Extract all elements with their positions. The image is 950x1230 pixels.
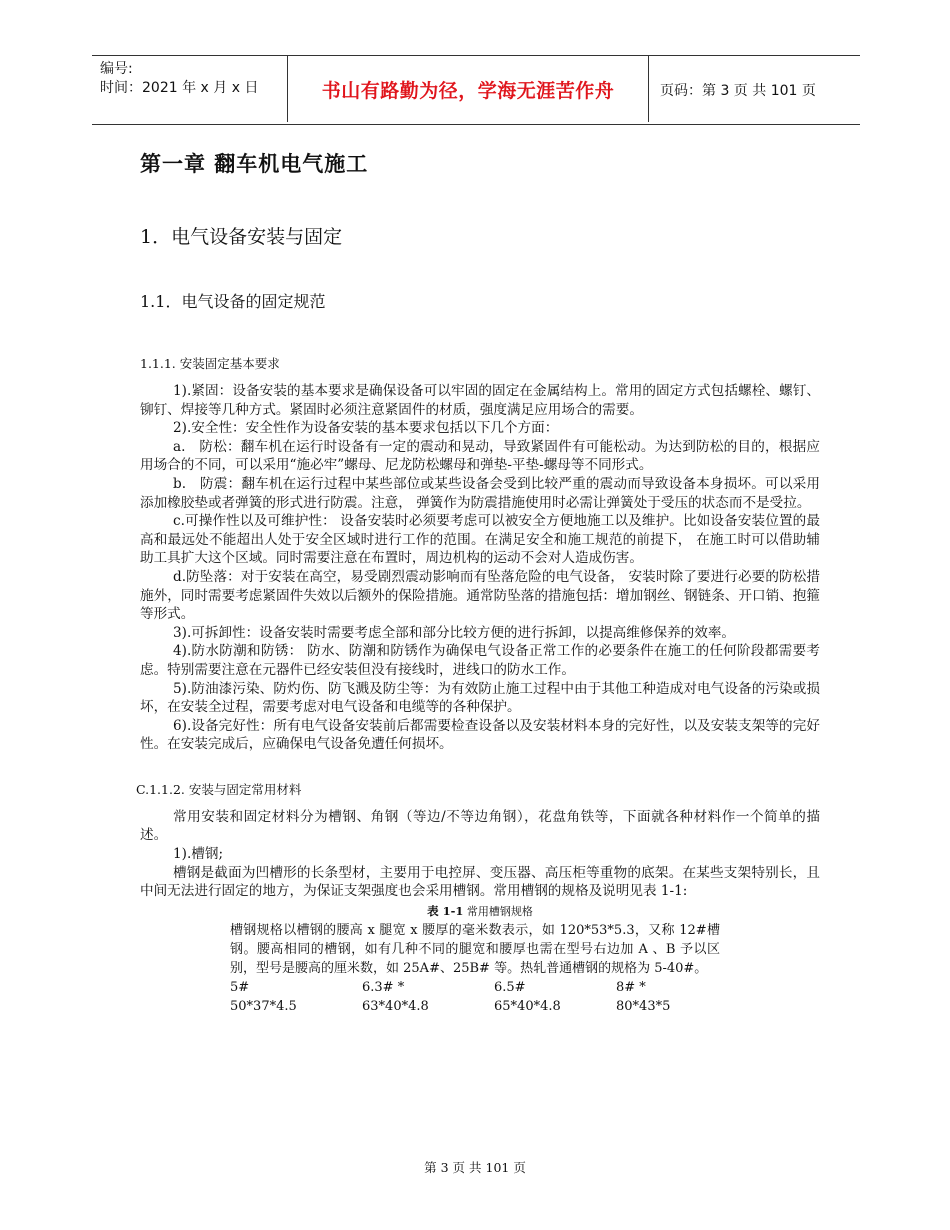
table-cell: 6.3# * xyxy=(362,979,405,995)
paragraph: 常用安装和固定材料分为槽钢、角钢（等边/不等边角钢），花盘角铁等，下面就各种材料作一个简单的描述。 xyxy=(140,808,820,844)
table-cell: 8# * xyxy=(616,979,646,995)
motto-box xyxy=(287,56,649,122)
number-label: 编号: xyxy=(100,61,133,77)
page-footer: 第 3 页 共 101 页 xyxy=(424,1160,526,1175)
paragraph: b. 防震：翻车机在运行过程中某些部位或某些设备会受到比较严重的震动而导致设备本身损坏。可以采用添加橡胶垫或者弹簧的形式进行防震。注意， 弹簧作为防震措施使用时必需让弹簧处于受压的状态而不是受拉。 xyxy=(140,475,820,511)
table-cell: 5# xyxy=(230,979,250,995)
page-number-label: 页码：第 3 页 共 101 页 xyxy=(660,83,816,99)
paragraph: 2).安全性：安全性作为设备安装的基本要求包括以下几个方面： xyxy=(173,420,559,437)
table-caption xyxy=(140,903,820,919)
page-header xyxy=(92,55,860,125)
paragraph: 3).可拆卸性：设备安装时需要考虑全部和部分比较方便的进行拆卸，以提高维修保养的效率。 xyxy=(173,624,736,641)
paragraph: c.可操作性以及可维护性： 设备安装时必须要考虑可以被安全方便地施工以及维护。比如设备安装位置的最高和最远处不能超出人处于安全区域时进行工作的范围。在满足安全和施工规范的前提下， 在施工时可以借助辅助工具扩大这个区域。同时需要注意在布置时，周边机构的运动不会对人造成伤害。 xyxy=(140,513,820,567)
channel-steel-table xyxy=(230,921,720,1016)
table-cell: 50*37*4.5 xyxy=(230,998,297,1014)
paragraph: 1).槽钢; xyxy=(173,846,224,863)
table-caption-text: 常用槽钢规格 xyxy=(466,904,533,918)
section-heading: 1．电气设备安装与固定 xyxy=(140,226,343,248)
header-meta xyxy=(100,60,258,98)
paragraph: 5).防油漆污染、防灼伤、防飞溅及防尘等：为有效防止施工过程中由于其他工种造成对电气设备的污染或损坏，在安装全过程，需要考虑对电气设备和电缆等的各种保护。 xyxy=(140,680,820,716)
paragraph: 槽钢是截面为凹槽形的长条型材，主要用于电控屏、变压器、高压柜等重物的底架。在某些支架特别长，且中间无法进行固定的地方，为保证支架强度也会采用槽钢。常用槽钢的规格及说明见表 1-1: xyxy=(140,864,820,900)
table-caption-number: 表 1-1 xyxy=(427,903,464,918)
subsubsection-heading: C.1.1.2. 安装与固定常用材料 xyxy=(136,781,302,797)
time-label: 时间：2021 年 x 月 x 日 xyxy=(100,80,259,96)
subsection-heading: 1.1．电气设备的固定规范 xyxy=(140,292,326,311)
table-grid xyxy=(230,978,720,1016)
table-cell: 6.5# xyxy=(494,979,526,995)
motto-text: 书山有路勤为径，学海无涯苦作舟 xyxy=(321,79,615,102)
table-cell: 63*40*4.8 xyxy=(362,998,429,1014)
subsubsection-heading: 1.1.1. 安装固定基本要求 xyxy=(140,356,280,371)
paragraph: 6).设备完好性：所有电气设备安装前后都需要检查设备以及安装材料本身的完好性，以及安装支架等的完好性。在安装完成后，应确保电气设备免遭任何损坏。 xyxy=(140,717,820,753)
paragraph: 4).防水防潮和防锈： 防水、防潮和防锈作为确保电气设备正常工作的必要条件在施工的任何阶段都需要考虑。特别需要注意在元器件已经安装但没有接线时，进线口的防水工作。 xyxy=(140,643,820,678)
paragraph: d.防坠落：对于安装在高空，易受剧烈震动影响而有坠落危险的电气设备， 安装时除了要进行必要的防松措施外，同时需要考虑紧固件失效以后额外的保险措施。通常防坠落的措施包括：增加钢丝、钢链条、开口销、抱箍等形式。 xyxy=(140,568,820,623)
table-description: 槽钢规格以槽钢的腰高 x 腿宽 x 腰厚的毫米数表示，如 120*53*5.3，又称 12#槽钢。腰高相同的槽钢，如有几种不同的腿宽和腰厚也需在型号右边加 A 、B 予以区别，型号是腰高的厘米数，如 25A#、25B# 等。热轧普通槽钢的规格为 5-40#。 xyxy=(230,922,720,976)
paragraph: 1).紧固：设备安装的基本要求是确保设备可以牢固的固定在金属结构上。常用的固定方式包括螺栓、螺钉、铆钉、焊接等几种方式。紧固时必须注意紧固件的材质，强度满足应用场合的需要。 xyxy=(140,383,820,418)
paragraph: a. 防松：翻车机在运行时设备有一定的震动和晃动，导致紧固件有可能松动。为达到防松的目的，根据应用场合的不同，可以采用“施必牢”螺母、尼龙防松螺母和弹垫-平垫-螺母等不同形式。 xyxy=(140,438,820,474)
table-cell: 80*43*5 xyxy=(616,998,671,1014)
table-cell: 65*40*4.8 xyxy=(494,998,561,1014)
chapter-title: 第一章 翻车机电气施工 xyxy=(140,152,369,176)
document-body xyxy=(136,130,820,1016)
